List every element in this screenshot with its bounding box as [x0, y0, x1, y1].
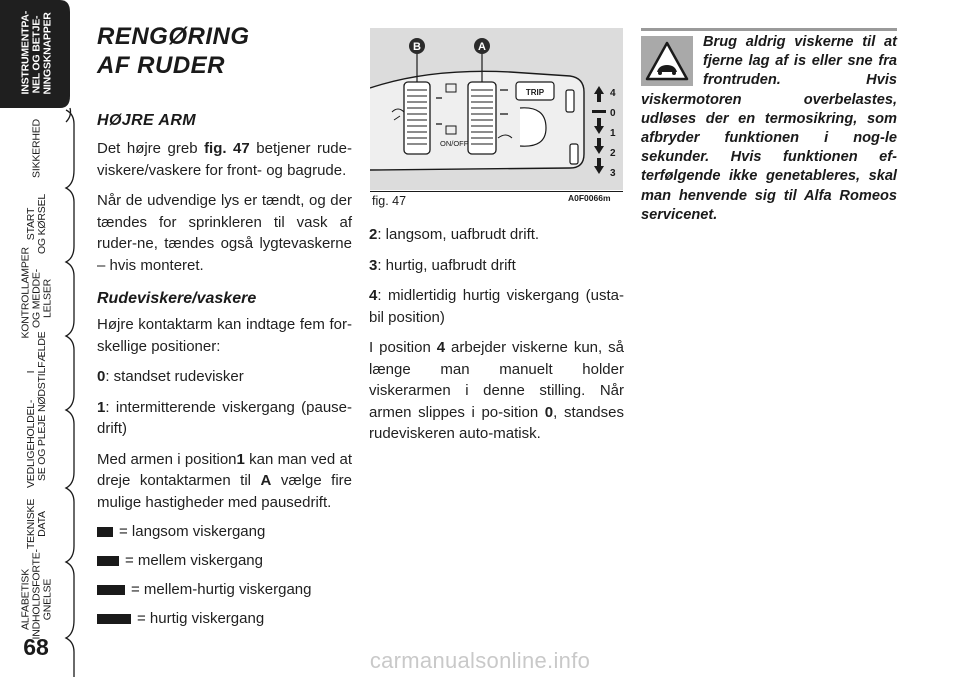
text: arbejder viskerne kun, så længe man manuelt holder viskerarmen i denne stilling. Når armen slippes i po-sition [369, 339, 624, 421]
position-key: 0 [544, 403, 554, 421]
speed-text: = hurtig viskergang [137, 610, 265, 627]
label-a: A [478, 41, 486, 53]
figure-code: A0F0066m [568, 193, 611, 203]
warning-divider [641, 28, 897, 31]
position-label: 1 [610, 128, 616, 139]
tab-label: START OG KØRSEL [25, 193, 48, 255]
tab-instrumentpanel[interactable] [4, 0, 70, 108]
text: I position [369, 339, 437, 356]
tab-sikkerhed[interactable] [4, 110, 70, 186]
position-label: 4 [610, 88, 616, 99]
figure-reference: fig. 47 [204, 140, 250, 157]
paragraph-intermittent-speeds [97, 449, 352, 514]
trip-label: TRIP [525, 88, 545, 97]
position-label: 0 [610, 108, 616, 119]
speed-bar-icon [97, 527, 113, 537]
position-1-item [97, 397, 352, 440]
column-positions [369, 224, 624, 454]
text: Det højre greb [97, 140, 205, 157]
speed-item-medium-fast [97, 580, 352, 600]
text: : intermitterende viskergang (pause-drift) [97, 398, 352, 437]
onoff-label: ON/OFF [440, 139, 469, 148]
figure-divider [370, 191, 623, 192]
heading-wipers-washers: Rudeviskere/vaskere [97, 290, 257, 307]
position-key: 2 [369, 226, 378, 243]
tab-kontrollamper[interactable] [4, 246, 70, 338]
page-number: 68 [23, 634, 49, 660]
paragraph-five-positions: Højre kontaktarm kan indtage fem for-skellige positioner: [97, 316, 352, 355]
text: : hurtig, uafbrudt drift [377, 256, 516, 274]
text: , standses rudeviskeren auto-matisk. [369, 403, 624, 442]
position-key: A [260, 472, 272, 489]
position-key: 0 [97, 368, 106, 385]
speed-bar-icon [97, 556, 119, 566]
speed-text: = mellem-hurtig viskergang [131, 581, 312, 598]
speed-bar-icon [97, 614, 131, 624]
tab-label: TEKNISKE DATA [25, 498, 48, 550]
text: : midlertidig hurtig viskergang (usta-bil position) [369, 287, 624, 326]
position-3-item [369, 255, 624, 277]
speed-item-slow [97, 522, 352, 542]
page-title: RENGØRING AF RUDER [97, 23, 250, 79]
speed-item-fast [97, 609, 352, 629]
position-0-item [97, 366, 352, 388]
position-key: 4 [436, 339, 446, 356]
text: vælge fire mulige hastigheder med pausedrift. [97, 472, 352, 511]
tab-label: I NØDSTILFÆLDE [25, 331, 48, 412]
position-key: 1 [236, 450, 245, 468]
speed-item-medium [97, 551, 352, 571]
speed-bar-icon [97, 585, 125, 595]
tab-label: VEDLIGEHOLDEL- SE OG PLEJE [25, 399, 48, 488]
position-key: 3 [369, 256, 378, 274]
tab-label: ALFABETISK INDHOLDSFORTE- GNELSE [19, 548, 54, 639]
text: Med armen i position [97, 450, 237, 468]
label-b: B [413, 41, 421, 53]
speed-text: = langsom viskergang [119, 523, 266, 540]
text: : langsom, uafbrudt drift. [377, 226, 540, 243]
paragraph-headlight-washers: Når de udvendige lys er tændt, og der tændes for sprinkleren til vask af ruder-ne, tændes også lygtevaskerne – hvis monteret. [97, 192, 352, 274]
position-label: 3 [610, 168, 616, 179]
column-main-text [97, 22, 352, 638]
text: : standset rudevisker [105, 368, 244, 385]
tab-vedligeholdelse[interactable] [4, 399, 70, 488]
figure-wiper-lever [370, 28, 623, 190]
text: kan man ved at dreje kontaktarmen til [97, 450, 352, 489]
tab-start-og-korsel[interactable] [4, 188, 70, 260]
paragraph-position-4 [369, 337, 624, 445]
tab-label: SIKKERHED [30, 118, 43, 178]
figure-caption: fig. 47 [372, 194, 407, 208]
warning-text: Brug aldrig viskerne til at fjerne lag af is eller sne fra frontruden. Hvis viskermotoren overbelastes, udløses der en termosikring, som afbryder funktionen i nog-le sekunder. Hvis funktionen ef-terfølgende ikke genetableres, skal man henvende sig til Alfa Romeos servicenet. [641, 34, 897, 223]
watermark: carmanualsonline.info [369, 648, 591, 673]
position-4-item [369, 285, 624, 328]
speed-text: = mellem viskergang [125, 552, 263, 569]
text: betjener rude-viskere/vaskere for front- og bagrude. [97, 140, 352, 179]
paragraph-right-lever [97, 138, 352, 181]
position-2-item [369, 224, 624, 246]
position-key: 1 [97, 398, 106, 416]
position-label: 2 [610, 148, 616, 159]
tab-label: INSTRUMENTPA- NEL OG BETJE- NINGSKNAPPER [19, 10, 54, 94]
position-key: 4 [369, 287, 378, 304]
wiper-lever-illustration [370, 28, 623, 190]
tab-label: KONTROLLAMPER OG MEDDE- LELSER [19, 246, 54, 338]
heading-right-arm: HØJRE ARM [97, 112, 197, 129]
chapter-tabs [0, 0, 76, 677]
tab-alfabetisk-indhold[interactable] [4, 548, 70, 639]
tab-nodstilfaelde[interactable] [4, 331, 70, 412]
